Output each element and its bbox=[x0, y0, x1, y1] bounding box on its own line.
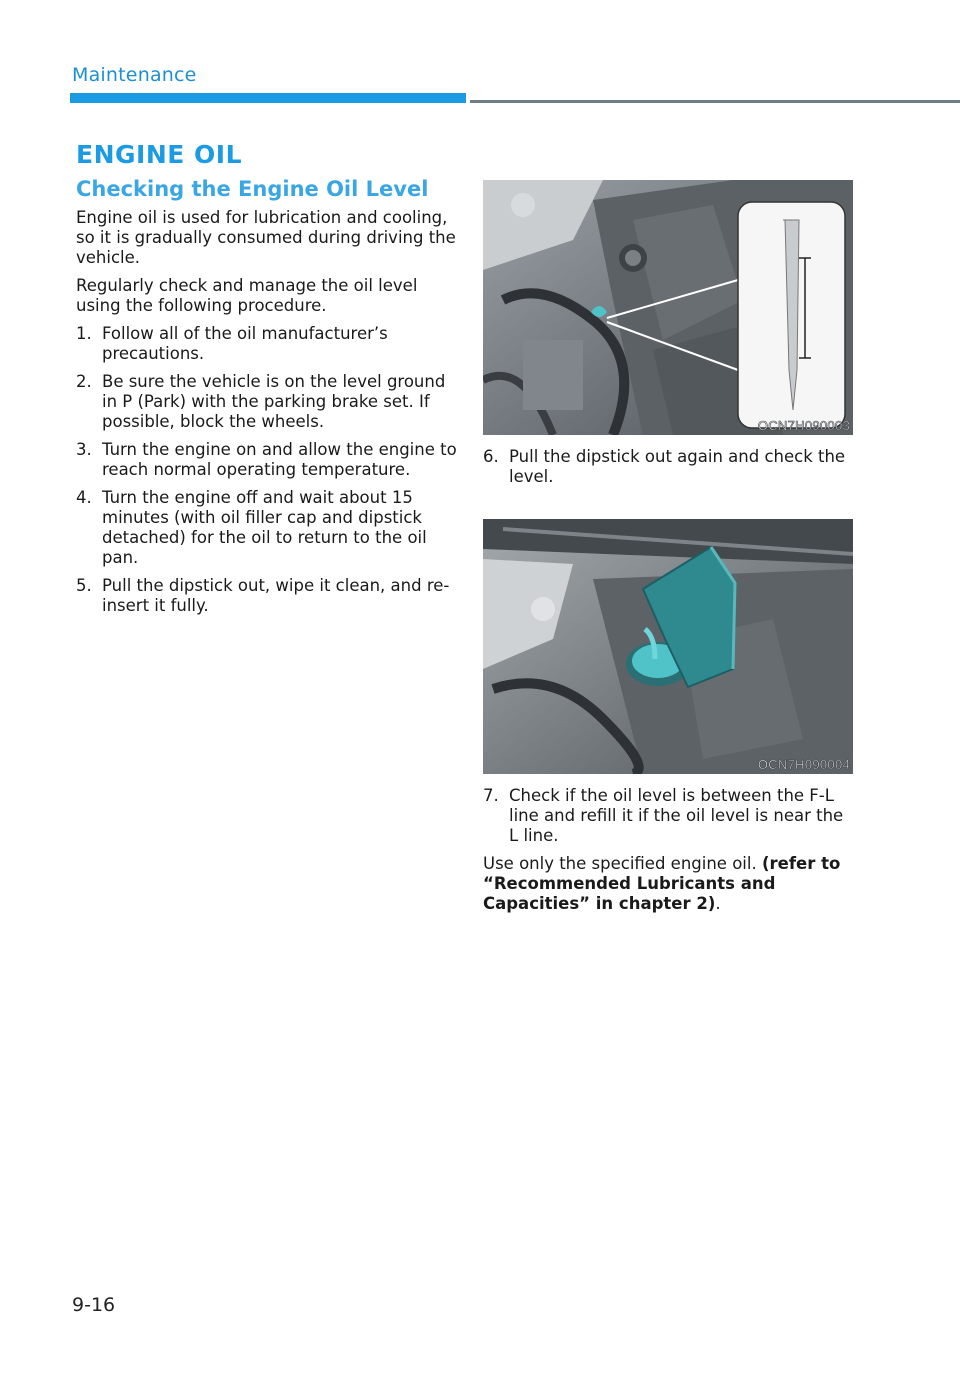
page-number: 9-16 bbox=[72, 1294, 116, 1316]
header-rule-accent bbox=[70, 93, 466, 103]
procedure-step: 4. Turn the engine off and wait about 15 minutes (with oil filler cap and dipstick detached) for the oil to return to the oil pan. bbox=[76, 488, 427, 567]
procedure-step: 5. Pull the dipstick out, wipe it clean, and re-insert it fully. bbox=[76, 576, 450, 615]
left-column bbox=[76, 208, 458, 624]
procedure-step: 1. Follow all of the oil manufacturer’s precautions. bbox=[76, 324, 388, 363]
intro-paragraph: Regularly check and manage the oil level using the following procedure. bbox=[76, 276, 418, 315]
section-label: Maintenance bbox=[72, 64, 197, 86]
page-heading: ENGINE OIL bbox=[76, 140, 243, 169]
procedure-list bbox=[76, 324, 458, 616]
lubricant-note: Use only the specified engine oil. (refer to “Recommended Lubricants and Capacities” in chapter 2). bbox=[483, 854, 841, 913]
intro-paragraph: Engine oil is used for lubrication and cooling, so it is gradually consumed during driving the vehicle. bbox=[76, 208, 456, 267]
procedure-step: 3. Turn the engine on and allow the engine to reach normal operating temperature. bbox=[76, 440, 457, 479]
header-rule-gray bbox=[470, 100, 960, 103]
procedure-step: 2. Be sure the vehicle is on the level ground in P (Park) with the parking brake set. If possible, block the wheels. bbox=[76, 372, 446, 431]
procedure-step: 7. Check if the oil level is between the F-L line and refill it if the oil level is near the L line. bbox=[483, 786, 844, 845]
chapter-reference: (refer to “Recommended Lubricants and Capacities” in chapter 2) bbox=[483, 854, 841, 913]
procedure-step: 6. Pull the dipstick out again and check the level. bbox=[483, 447, 846, 486]
section-subheading: Checking the Engine Oil Level bbox=[76, 177, 429, 201]
figure-code: OCN7H090003 bbox=[757, 418, 850, 433]
oil-refill-illustration-icon bbox=[483, 519, 853, 774]
dipstick-illustration-icon bbox=[483, 180, 853, 435]
figure-code: OCN7H090004 bbox=[757, 757, 850, 772]
right-column bbox=[483, 180, 853, 914]
